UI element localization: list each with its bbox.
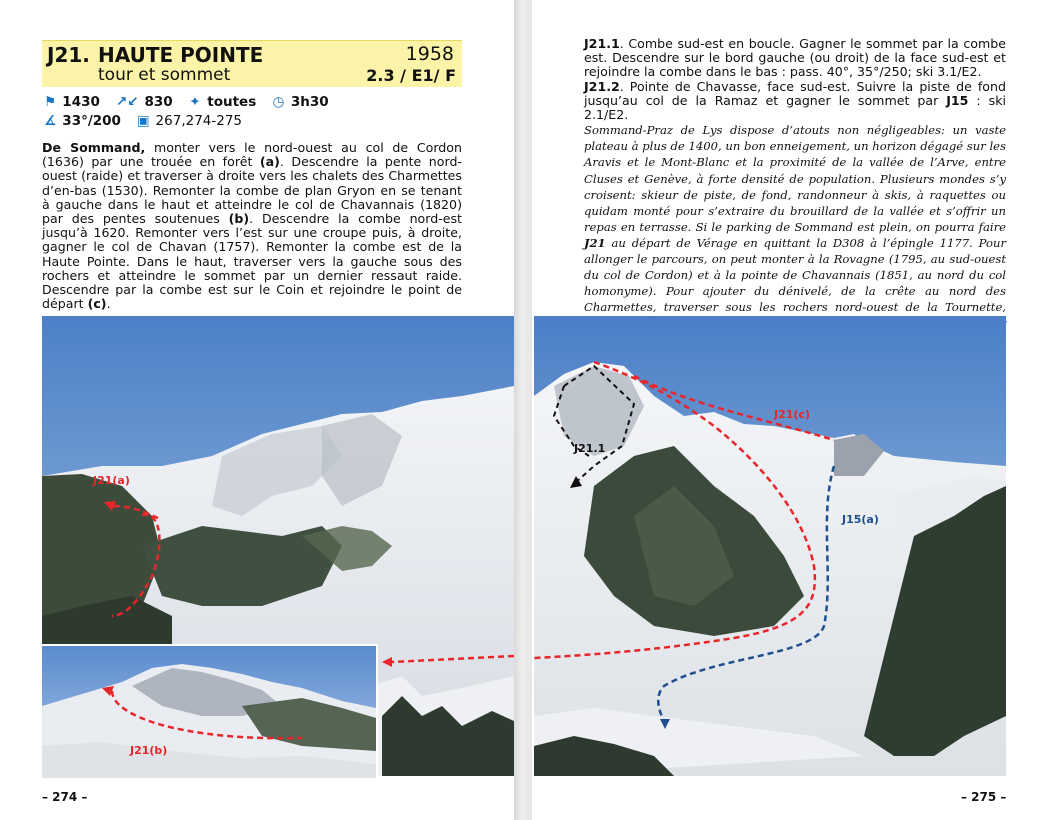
route-grade: 2.3 / E1/ F [366,66,456,85]
desc-ref-b: (b) [228,211,250,227]
desc-ref-a: (a) [259,154,280,170]
route-label-j21b: J21(b) [130,744,168,757]
desc-lead: De Sommand, [42,140,146,155]
elevation-arrows-icon: ↗↙ [115,94,139,110]
route-code: J21. [47,43,90,67]
mountain-photo-right [534,316,1006,776]
variant-code-1: J21.1 [584,36,620,51]
photo-pages: 267,274-275 [155,113,243,129]
info-row-1 [42,94,329,110]
elevation-gain: 830 [144,94,173,110]
desc-text-3: . Descendre la combe nord-est jusqu’à 1620. Remonter vers l’est sur une croupe puis, à droite, gagner le col de Chavan (1757). Remonter la combe est de la Haute Pointe. Dans le haut, traverser vers la gauche sous des rochers et atteindre le sommet par un dernier ressaut raide. Descendre par la combe est sur le Coin et rejoindre le point de départ [42,211,462,312]
route-label-j15a: J15(a) [842,513,879,526]
variant-j21-1 [584,37,1006,80]
variant-ref-j15: J15 [946,92,969,108]
desc-text-1: monter vers le nord-ouest au col de Cordon (1636) par une trouée en forêt [42,140,462,170]
variant-j21-2 [584,80,1006,123]
clock-icon: ◷ [272,94,285,110]
context-text-1: Sommand-Praz de Lys dispose d’atouts non négligeables: un vaste plateau à plus de 1400, un bon enneigement, un horizon dégagé sur les Aravis et le Mont-Blanc et la proximité de la vallée de l’Arve, entre Cluses et Genève, à forte densité de population. Plusieurs mondes s’y croisent: skieur de piste, de fond, randonneur à skis, à raquettes ou quidam monté pour s’extraire du brouillard de la vallée et s’offrir un repas en terrasse. Si le parking de Sommand est plein, on pourra faire [584,123,1006,234]
summit-altitude: 1958 [405,43,454,65]
route-description [42,141,462,311]
book-gutter [514,0,532,820]
left-page [0,0,514,820]
route-label-j21a: J21(a) [93,474,130,487]
duration: 3h30 [290,94,329,110]
desc-text-2: . Descendre la pente nord-ouest (raide) et traverser à droite vers les chalets des Charmettes d’en-bas (1530). Remonter la combe de plan Gryon en se tenant à gauche dans le haut et atteindre le col de Chavannais (1820) par des pentes soutenues [42,154,462,227]
page-number-right: – 275 – [961,790,1007,804]
start-altitude: 1430 [62,94,100,110]
compass-star-icon: ✦ [189,94,201,110]
route-title-box [42,40,462,87]
route-subtitle: tour et sommet [98,65,231,85]
slope: 33°/200 [62,113,121,129]
variant-text-2a: . Pointe de Chavasse, face sud-est. Suivre la piste de fond jusqu’au col de la Ramaz et gagner le sommet par [584,78,1006,108]
route-label-j21c: J21(c) [774,408,810,421]
exposure: toutes [207,94,257,110]
variant-text-1: . Combe sud-est en boucle. Gagner le sommet par la combe est. Descendre sur le bord gauche (ou droit) de la face sud-est et rejoindre la combe dans le bas : pass. 40°, 35°/250; ski 3.1/E2. [584,36,1006,80]
inset-photo [42,644,378,778]
page-number-left: – 274 – [42,790,88,804]
context-ref-j21: J21 [584,235,606,250]
desc-text-4: . [106,296,111,312]
context-paragraph [584,122,1006,347]
route-label-j21-1: J21.1 [574,442,606,455]
info-row-2 [42,113,242,129]
slope-icon: ∡ [43,113,57,129]
start-flag-icon: ⚑ [43,94,57,110]
variant-text-2b: : ski 2.1/E2. [584,92,1006,123]
variant-code-2: J21.2 [584,78,620,94]
route-name: HAUTE POINTE [98,43,264,67]
context-text-2: au départ de Vérage en quittant la D308 à l’épingle 1177. Pour allonger le parcours, on peut monter à la Rovagne (1795, au sud-ouest du col de Cordon) et à la pointe de Chavannais (1851, au nord du col homonyme). Pour ajouter du dénivelé, de la crête au nord des Charmettes, traverser sous les rochers nord-ouest de la Tournette, [584,235,1006,315]
variants-text [584,37,1006,348]
camera-icon: ▣ [136,113,150,129]
desc-ref-c: (c) [87,296,107,312]
